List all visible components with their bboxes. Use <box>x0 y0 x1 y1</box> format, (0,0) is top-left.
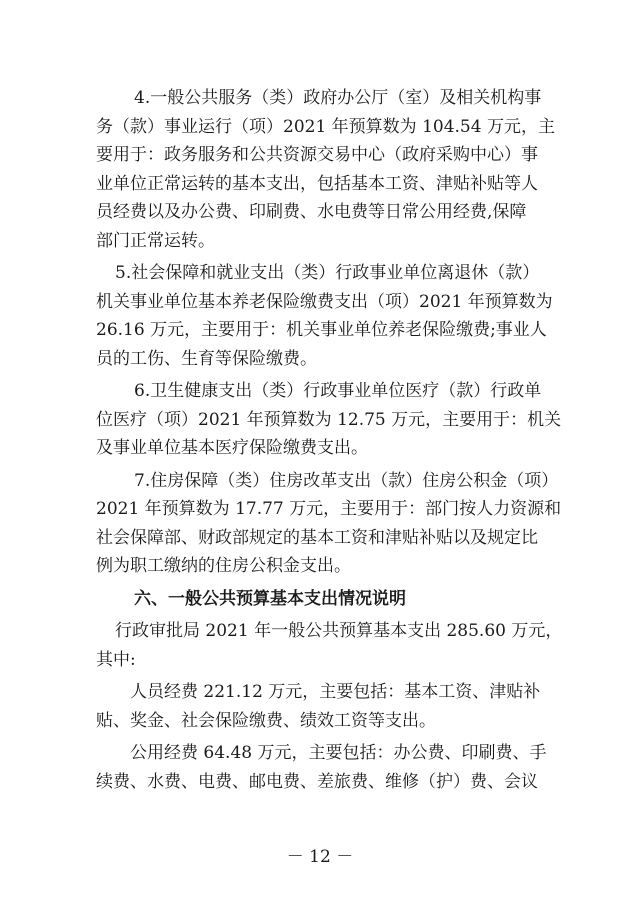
page-number: － 12 － <box>286 847 354 867</box>
text-line: 位医疗（项）2021 年预算数为 12.75 万元，主要用于：机关 <box>96 409 562 430</box>
text-line: 4.一般公共服务（类）政府办公厅（室）及相关机构事 <box>134 88 542 108</box>
text-line: 部门正常运转。 <box>96 230 215 251</box>
text-line: 员经费以及办公费、印刷费、水电费等日常公用经费,保障 <box>96 202 527 222</box>
text-line: 业单位正常运转的基本支出，包括基本工资、津贴补贴等人 <box>96 173 538 194</box>
text-line: 7.住房保障（类）住房改革支出（款）住房公积金（项） <box>134 470 559 491</box>
paragraph-public-expenses <box>96 739 548 796</box>
text-line: 行政审批局 2021 年一般公共预算基本支出 285.60 万元， <box>115 621 563 641</box>
document-body <box>96 84 563 796</box>
text-line: 务（款）事业运行（项）2021 年预算数为 104.54 万元，主 <box>96 116 555 137</box>
paragraph-basic-expenditure <box>96 617 563 674</box>
text-line: 续费、水费、电费、邮电费、差旅费、维修（护）费、会议 <box>96 771 538 792</box>
paragraph-personnel-expenses <box>96 678 548 735</box>
text-line: 员的工伤、生育等保险缴费。 <box>96 348 317 369</box>
paragraph-item-6 <box>96 377 562 463</box>
text-line: 26.16 万元，主要用于：机关事业单位养老保险缴费;事业人 <box>96 320 547 340</box>
section-heading: 六、一般公共预算基本支出情况说明 <box>134 588 406 609</box>
paragraph-item-5 <box>96 259 553 373</box>
text-line: 例为职工缴纳的住房公积金支出。 <box>96 556 351 576</box>
text-line: 人员经费 221.12 万元，主要包括：基本工资、津贴补 <box>130 682 541 702</box>
text-line: 及事业单位基本医疗保险缴费支出。 <box>96 438 368 458</box>
text-line: 要用于：政务服务和公共资源交易中心（政府采购中心）事 <box>96 145 538 165</box>
text-line: 机关事业单位基本养老保险缴费支出（项）2021 年预算数为 <box>96 291 553 312</box>
text-line: 2021 年预算数为 17.77 万元，主要用于：部门按人力资源和 <box>96 499 562 519</box>
text-line: 贴、奖金、社会保险缴费、绩效工资等支出。 <box>96 710 436 731</box>
text-line: 社会保障部、财政部规定的基本工资和津贴补贴以及规定比 <box>96 527 538 548</box>
text-line: 公用经费 64.48 万元，主要包括：办公费、印刷费、手 <box>130 743 547 763</box>
text-line: 5.社会保障和就业支出（类）行政事业单位离退休（款） <box>115 263 540 283</box>
text-line: 其中: <box>96 649 136 670</box>
text-line: 6.卫生健康支出（类）行政事业单位医疗（款）行政单 <box>134 381 542 401</box>
paragraph-item-4 <box>96 84 555 255</box>
paragraph-item-7 <box>96 467 562 581</box>
